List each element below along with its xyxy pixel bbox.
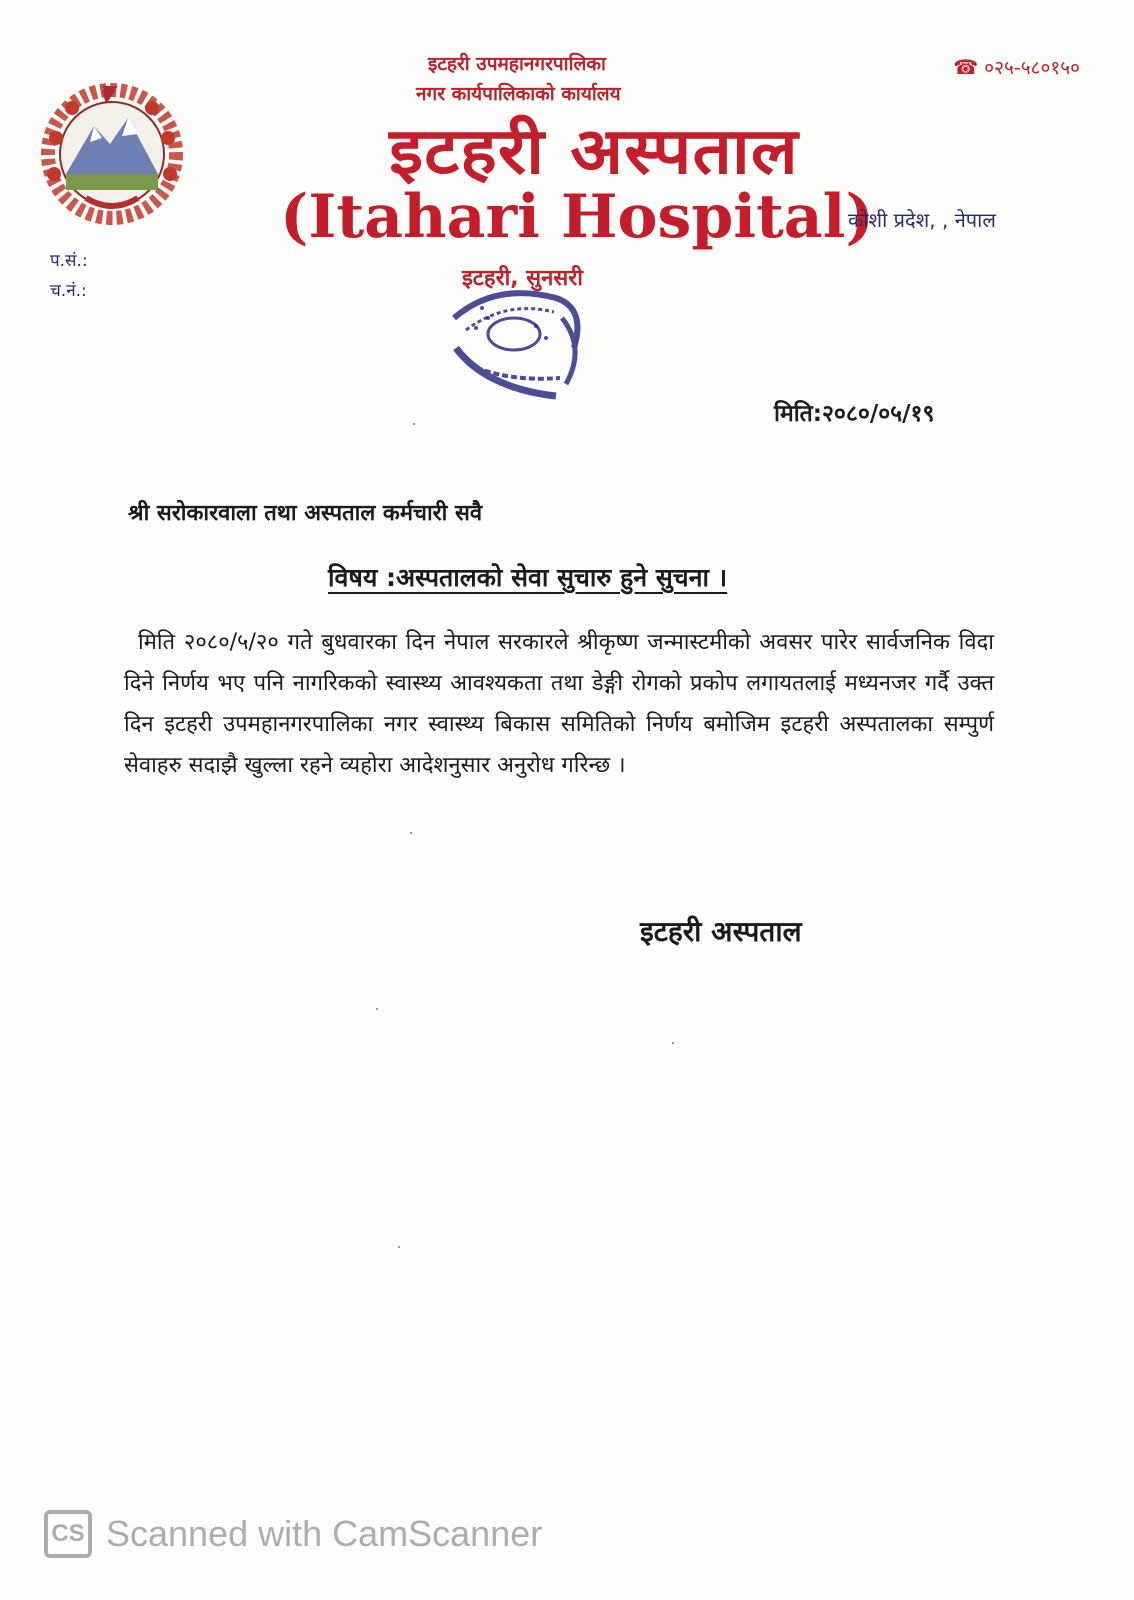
scan-speck — [398, 1246, 400, 1248]
hospital-title-english: (Itahari Hospital) — [280, 182, 874, 252]
camscanner-logo: CS — [44, 1510, 92, 1558]
scan-speck — [376, 1008, 378, 1010]
camscanner-text: Scanned with CamScanner — [106, 1513, 543, 1554]
reference-number-label: प.सं.: — [50, 251, 88, 271]
telephone-icon: ☎ — [953, 55, 979, 79]
notice-body — [124, 622, 994, 786]
phone-number — [953, 54, 1080, 80]
municipality-name: इटहरी उपमहानगरपालिका — [428, 53, 606, 75]
nepal-emblem-icon — [32, 82, 192, 228]
dispatch-number-label: च.नं.: — [50, 281, 87, 301]
recipient-line: श्री सरोकारवाला तथा अस्पताल कर्मचारी सवै — [128, 501, 483, 526]
scan-speck — [413, 423, 415, 425]
hospital-title-nepali: इटहरी अस्पताल — [389, 115, 799, 189]
notice-body-text: मिति २०८०/५/२० गते बुधवारका दिन नेपाल सरकारले श्रीकृष्ण जन्मास्टमीको अवसर पारेर सार्वजनिक विदा दिने निर्णय भए पनि नागरिकको स्वास्थ्य आवश्यकता तथा डेङ्गी रोगको प्रकोप लगायतलाई मध्यनजर गर्दै उक्त दिन इटहरी उपमहानगरपालिका नगर स्वास्थ्य बिकास समितिको निर्णय बमोजिम इटहरी अस्पतालका सम्पुर्ण सेवाहरु सदाझै खुल्ला रहने व्यहोरा आदेशनुसार अनुरोध गरिन्छ । — [124, 630, 994, 778]
subject-line: विषय :अस्पतालको सेवा सुचारु हुने सुचना । — [328, 563, 728, 592]
signature-block: इटहरी अस्पताल — [640, 915, 802, 948]
letter-date: मिति:२०८०/०५/१९ — [774, 401, 935, 427]
camscanner-watermark — [44, 1508, 542, 1560]
hospital-location: इटहरी, सुनसरी — [462, 266, 583, 291]
office-stamp — [436, 278, 596, 408]
scan-speck — [672, 1042, 674, 1044]
province-address: कोशी प्रदेश, , नेपाल — [848, 208, 996, 232]
municipal-office-name: नगर कार्यपालिकाको कार्यालय — [416, 83, 621, 105]
phone-text: ०२५-५८०१५० — [984, 57, 1080, 79]
scan-speck — [410, 832, 412, 834]
